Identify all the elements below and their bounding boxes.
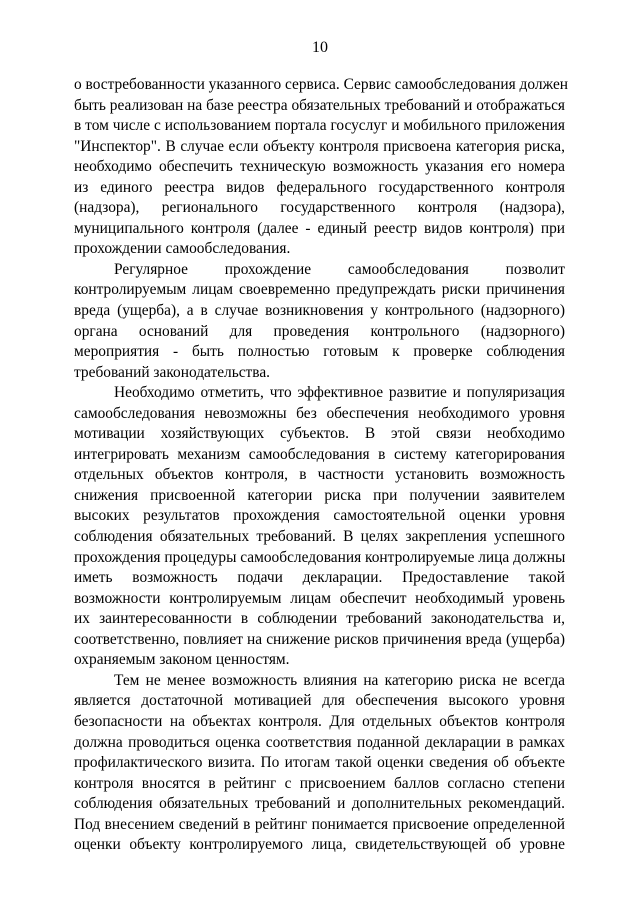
paragraph bbox=[74, 75, 569, 260]
text-line: Регулярное прохождение самообследования позволит bbox=[114, 260, 565, 278]
text-line: из единого реестра видов федерального государственного контроля bbox=[74, 178, 565, 196]
text-line: безопасности на объектах контроля. Для отдельных объектов контроля bbox=[74, 712, 565, 730]
text-line: охраняемым законом ценностям. bbox=[74, 651, 290, 669]
text-line: о востребованности указанного сервиса. Сервис самообследования должен bbox=[74, 76, 569, 93]
text-line: Под внесением сведений в рейтинг понимается присвоение определенной bbox=[74, 815, 565, 833]
text-line: Тем не менее возможность влияния на категорию риска не всегда bbox=[114, 671, 565, 689]
text-line: возможности контролируемым лицам обеспечит необходимый уровень bbox=[74, 589, 565, 607]
text-line: вреда (ущерба), а в случае возникновения у контрольного (надзорного) bbox=[74, 302, 565, 320]
text-line: необходимо обеспечить техническую возможность указания его номера bbox=[74, 158, 565, 176]
text-line: соответственно, повлияет на снижение рисков причинения вреда (ущерба) bbox=[74, 630, 565, 648]
paragraph bbox=[74, 383, 565, 671]
text-line: контроля вносятся в рейтинг с присвоением баллов согласно степени bbox=[74, 774, 565, 792]
text-line: снижения присвоенной категории риска при получении заявителем bbox=[74, 486, 565, 504]
document-body bbox=[74, 75, 569, 856]
text-line: (надзора), регионального государственного контроля (надзора), bbox=[74, 199, 565, 217]
text-line: является достаточной мотивацией для обеспечения высокого уровня bbox=[74, 692, 565, 710]
text-line: мероприятия - быть полностью готовым к проверке соблюдения bbox=[74, 343, 565, 361]
page-number: 10 bbox=[312, 39, 328, 56]
text-line: профилактического визита. По итогам такой оценки сведения об объекте bbox=[74, 754, 565, 772]
text-line: соблюдения обязательных требований. В целях закрепления успешного bbox=[74, 528, 565, 546]
text-line: соблюдения обязательных требований и дополнительных рекомендаций. bbox=[74, 795, 565, 813]
text-line: прохождения процедуры самообследования контролируемые лица должны bbox=[74, 548, 566, 566]
text-line: прохождении самообследования. bbox=[74, 240, 291, 258]
text-line: интегрировать механизм самообследования в систему категорирования bbox=[74, 445, 565, 463]
text-line: в том числе с использованием портала госуслуг и мобильного приложения bbox=[74, 117, 565, 135]
text-line: оценки объекту контролируемого лица, свидетельствующей об уровне bbox=[74, 836, 565, 854]
text-line: органа оснований для проведения контрольного (надзорного) bbox=[74, 322, 565, 340]
text-line: муниципального контроля (далее - единый реестр видов контроля) при bbox=[74, 219, 565, 237]
text-line: высоких результатов прохождения самостоятельной оценки уровня bbox=[74, 507, 565, 525]
text-line: отдельных объектов контроля, в частности установить возможность bbox=[74, 466, 565, 484]
paragraph bbox=[74, 671, 565, 856]
text-line: мотивации хозяйствующих субъектов. В этой связи необходимо bbox=[74, 425, 565, 443]
text-line: быть реализован на базе реестра обязательных требований и отображаться bbox=[74, 96, 565, 114]
text-line: иметь возможность подачи декларации. Предоставление такой bbox=[74, 569, 565, 587]
text-line: Необходимо отметить, что эффективное развитие и популяризация bbox=[114, 384, 565, 402]
text-line: должна проводиться оценка соответствия поданной декларации в рамках bbox=[74, 733, 565, 751]
text-line: "Инспектор". В случае если объекту контроля присвоена категория риска, bbox=[74, 137, 565, 155]
paragraph bbox=[74, 260, 565, 383]
text-line: контролируемым лицам своевременно предупреждать риски причинения bbox=[74, 281, 565, 299]
text-line: самообследования невозможны без обеспечения необходимого уровня bbox=[74, 404, 565, 422]
text-line: требований законодательства. bbox=[74, 363, 271, 381]
text-line: их заинтересованности в соблюдении требований законодательства и, bbox=[74, 610, 565, 628]
